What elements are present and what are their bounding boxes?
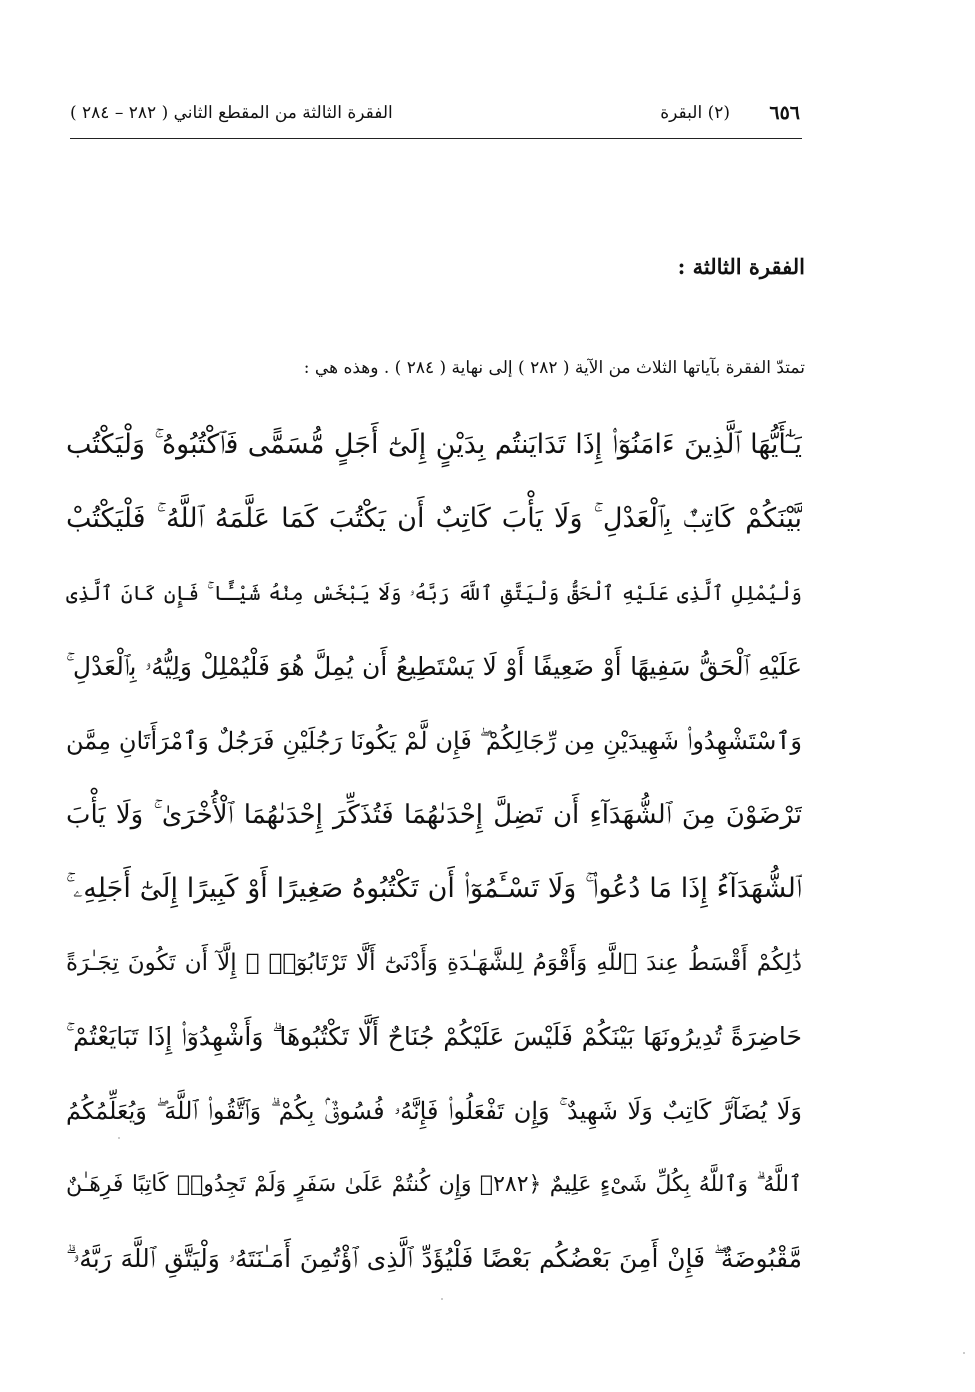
verse-line: وَلَا يُضَآرَّ كَاتِبٌ وَلَا شَهِيدٌ ۚ وَإِن تَفْعَلُوا۟ فَإِنَّهُۥ فُسُوقٌۢ بِكُمْ ۗ وَٱتَّقُوا۟ ٱللَّهَ ۖ وَيُعَلِّمُكُمُ [66, 1097, 802, 1125]
running-section-title: الفقرة الثالثة من المقطع الثاني ( ٢٨٢ – ٢٨٤ ) [70, 103, 393, 123]
verse-line: ذَٰلِكُمْ أَقْسَطُ عِندَ ٱللَّهِ وَأَقْوَمُ لِلشَّهَـٰدَةِ وَأَدْنَىٰٓ أَلَّا تَرْتَابُوٓا۟ ۖ إِلَّآ أَن تَكُونَ تِجَـٰرَةً [66, 950, 802, 976]
verse-line: يَـٰٓأَيُّهَا ٱلَّذِينَ ءَامَنُوٓا۟ إِذَا تَدَايَنتُم بِدَيْنٍ إِلَىٰٓ أَجَلٍ مُّسَمًّى فَٱكْتُبُوهُ ۚ وَلْيَكْتُب [66, 429, 802, 460]
surah-name: (٢) البقرة [660, 103, 730, 123]
verse-line: وَلْيُمْلِلِ ٱلَّذِى عَلَيْهِ ٱلْحَقُّ وَلْيَتَّقِ ٱللَّهَ رَبَّهُۥ وَلَا يَبْخَسْ مِنْهُ شَيْـًٔا ۚ فَإِن كَانَ ٱلَّذِى [66, 581, 802, 605]
verse-line: ٱلشُّهَدَآءُ إِذَا مَا دُعُوا۟ ۚ وَلَا تَسْـَٔمُوٓا۟ أَن تَكْتُبُوهُ صَغِيرًا أَوْ كَبِيرًا إِلَىٰٓ أَجَلِهِۦ ۚ [66, 873, 802, 904]
verse-line: مَّقْبُوضَةٌ ۖ فَإِنْ أَمِنَ بَعْضُكُم بَعْضًا فَلْيُؤَدِّ ٱلَّذِى ٱؤْتُمِنَ أَمَـٰنَتَهُۥ وَلْيَتَّقِ ٱللَّهَ رَبَّهُۥ ۗ [66, 1244, 802, 1273]
verse-line: حَاضِرَةً تُدِيرُونَهَا بَيْنَكُمْ فَلَيْسَ عَلَيْكُمْ جُنَاحٌ أَلَّا تَكْتُبُوهَا ۗ وَأَشْهِدُوٓا۟ إِذَا تَبَايَعْتُمْ ۚ [66, 1022, 802, 1051]
quran-verse-block [66, 408, 802, 1296]
verse-line: عَلَيْهِ ٱلْحَقُّ سَفِيهًا أَوْ ضَعِيفًا أَوْ لَا يَسْتَطِيعُ أَن يُمِلَّ هُوَ فَلْيُمْلِلْ وَلِيُّهُۥ بِٱلْعَدْلِ ۚ [66, 652, 802, 681]
scan-speck [441, 1298, 443, 1300]
intro-paragraph: تمتدّ الفقرة بآياتها الثلاث من الآية ( ٢٨٢ ) إلى نهاية ( ٢٨٤ ) . وهذه هي : [303, 358, 805, 378]
verse-line: ٱللَّهُ ۗ وَٱللَّهُ بِكُلِّ شَىْءٍ عَلِيمٌ ﴿٢٨٢﴾ وَإِن كُنتُمْ عَلَىٰ سَفَرٍ وَلَمْ تَجِدُوا۟ كَاتِبًا فَرِهَـٰنٌ [66, 1172, 802, 1197]
header-divider [70, 138, 802, 139]
section-heading: الفقرة الثالثة : [677, 254, 805, 279]
scan-speck [963, 1352, 965, 1354]
verse-line: تَرْضَوْنَ مِنَ ٱلشُّهَدَآءِ أَن تَضِلَّ إِحْدَىٰهُمَا فَتُذَكِّرَ إِحْدَىٰهُمَا ٱلْأُخْرَىٰ ۚ وَلَا يَأْبَ [66, 800, 802, 830]
running-header [70, 96, 800, 130]
page-number: ٦٥٦ [769, 102, 800, 124]
verse-line: بَّيْنَكُمْ كَاتِبٌۢ بِٱلْعَدْلِ ۚ وَلَا يَأْبَ كَاتِبٌ أَن يَكْتُبَ كَمَا عَلَّمَهُ ٱللَّهُ ۚ فَلْيَكْتُبْ [66, 503, 802, 534]
scan-speck [118, 1137, 120, 1139]
verse-line: وَٱسْتَشْهِدُوا۟ شَهِيدَيْنِ مِن رِّجَالِكُمْ ۖ فَإِن لَّمْ يَكُونَا رَجُلَيْنِ فَرَجُلٌ وَٱمْرَأَتَانِ مِمَّن [66, 727, 802, 755]
